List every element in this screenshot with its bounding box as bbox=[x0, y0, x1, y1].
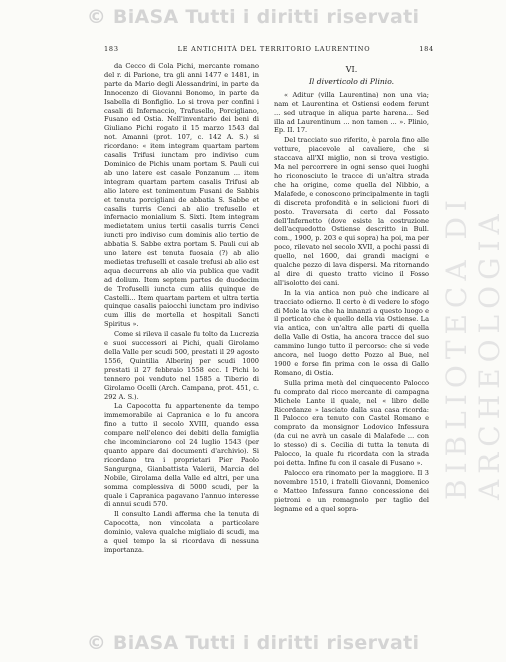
paragraph: « Aditur (villa Laurentina) non una via; nam et Laurentina et Ostiensi eodem ferunt ... sed utraque in aliqua parte harena... Sed illa ad Laurentinum ... non tamen ... ». Plinio, Ep. II. 17. bbox=[274, 90, 429, 135]
paragraph: In la via antica non può che indicare al tracciato odierno. Il certo è di vedere lo sfogo di Mole la via che ha innanzi a questo luogo e il porticato che è quello della via Ostiense. La via antica, con un'altra alle parti di quella della Valle di Ostia, ha ancora tracce del suo cammino lungo tutto il percorso: che si vede ancora, nel luogo detto Pozzo al Bue, nel 1900 e forse fin prima con le ossa di Gallo Romano, di Ostia. bbox=[274, 288, 429, 377]
watermark-top: © BiASA Tutti i diritti riservati bbox=[86, 6, 420, 28]
running-title: LE ANTICHITÀ DEL TERRITORIO LAURENTINO bbox=[177, 45, 371, 53]
section-title: Il diverticolo di Plinio. bbox=[308, 76, 395, 86]
paragraph: Sulla prima metà del cinquecento Palocco fu comprato dal ricco mercante di campagna Michele Lante il quale, nel « libro delle Ricordanze » lasciato dalla sua casa ricorda: Il Palocco era tenuto con Castel Romano e comprato da monsignor Lodovico Infessura (da cui ne avrà un casale di Malafede ... con lo stesso) di s. Cecilia di tutta la tenuta di Palocco, la quale fu ricordata con la strada poi detta. Infine fu con il casale di Fusano ». bbox=[274, 378, 429, 467]
running-header bbox=[104, 44, 434, 58]
paragraph: Palocco era rinomato per la maggiore. Il 3 novembre 1510, i fratelli Giovanni, Domenico e Matteo Infessura fanno concessione dei pietroni e un romagnolo per taglio del legname ed a quel sopra- bbox=[274, 468, 429, 513]
paragraph: La Capocotta fu appartenente da tempo immemorabile ai Capranica e lo fu ancora fino a tutto il secolo XVIII, quando essa compare nell'elenco dei debiti della famiglia che incominciarono col 24 luglio 1543 (per quanto appare dai documenti d'archivio). Si ricordano tra i proprietari Pier Paolo Sangurgna, Gianbattista Valerii, Marcia del Nobile, Girolama della Valle ed altri, per una somma complessiva di 5000 scudi, per la quale i Capranica pagavano l'annuo interesse di annui scudi 570. bbox=[104, 402, 259, 509]
section-number: VI. bbox=[345, 65, 358, 74]
book-page bbox=[104, 44, 434, 629]
left-text-column bbox=[104, 62, 259, 556]
paragraph: Del tracciato suo riferito, è parola fino alle vetture, piacevole al cavaliere, che si staccava all'XI miglio, non si trova vestigio. Ma nel percorrere in ogni senso quei luoghi ho riconosciuto le tracce di un'altra strada che ha origine, come quella del Nibbio, a Malafede, e conoscono principalmente in tagli di discreta profondità e in selicioni fuori di posto. Traversata di certo dal Fossato dell'Infernetto (dove esiste la costruzione dell'acquedotto Ostiense descritto in Bull. com., 1900, p. 203 e qui sopra) ha poi, ma per poco, rilevato nel secolo XVII, a pochi passi di quello, nel 1600, dai grandi macigni e qualche pezzo di lava dispersi. Ma ritornando al dire di questo tratto vicino il Fosso all'isolotto dei cani. bbox=[274, 136, 429, 287]
watermark-bottom: © BiASA Tutti i diritti riservati bbox=[86, 632, 420, 654]
page-number-left: 183 bbox=[104, 45, 119, 53]
paragraph: Come si rileva il casale fu tolto da Lucrezia e suoi successori ai Pichi, quali Girolamo della Valle per scudi 500, prestati il 29 agosto 1556, Quintilia Alberinj per scudi 1000 prestati il 27 febbraio 1558 ecc. I Pichi lo tennero poi venduto nel 1585 a Tiberio di Girolamo Ocelli (Arch. Campana, prot. 451, c. 292 A. S.). bbox=[104, 330, 259, 401]
paragraph: Il consulto Landi afferma che la tenuta di Capocotta, non vincolata a particolare dominio, valeva qualche migliaio di scudi, ma a quel tempo la si ricordava di nessuna importanza. bbox=[104, 510, 259, 554]
archive-seal-watermark: BIBLIOTECA DI ARCHEOLOGIA bbox=[440, 194, 506, 500]
page-number-right: 184 bbox=[419, 45, 434, 53]
paragraph: da Cecco di Cola Pichi, mercante romano del r. di Parione, tra gli anni 1477 e 1481, in parte da Mario degli Alessandrini, in parte da Innocenzo di Giovanni Bonomo, in parte da Isabella di Bonfiglio. Lo si trova per confini i casali di Infernaccio, Trafusello, Porcigliano, Fusano ed Ostia. Nell'inventario dei beni di Giuliano Pichi rogato il 15 marzo 1543 dal not. Amanni (prot. 107, c. 142 A. S.) si ricordano: « item integram quartam partem casalis Trifusi iunctam pro indiviso cum Dominico de Pichis unam portam S. Pauli cui ab uno latere est casale Ponzanum ... item integram quartam partem casalis Trifusi ab alio latere est tenimentum Fusani de Sabbis et tenuta porcigliani de abbatia S. Sabbe et casalis turris Cenci ab alio trefusello et infernacio monialium S. Sixti. Item integram medietatem unius tertii casalis turris Cenci iuncti pro indiviso cum dominis alio tertio de abbatia S. Sabbe extra portam S. Pauli cui ab uno latere est tenuta fuosaia (?) ab alio medietas trefuselli et casale trefusi ab alio est aqua decurrens ab alio via publica que vadit ad dolium. Item septem partes de duodecim de Trofuselli iuncta cum aliis quinque de Castelli... Item quartam partem et ultra tertia quinque casalis paiocchi iunctam pro indiviso cum illis de mortella et hospitali Sancti Spiritus ». bbox=[104, 62, 259, 329]
right-text-column bbox=[274, 62, 429, 514]
